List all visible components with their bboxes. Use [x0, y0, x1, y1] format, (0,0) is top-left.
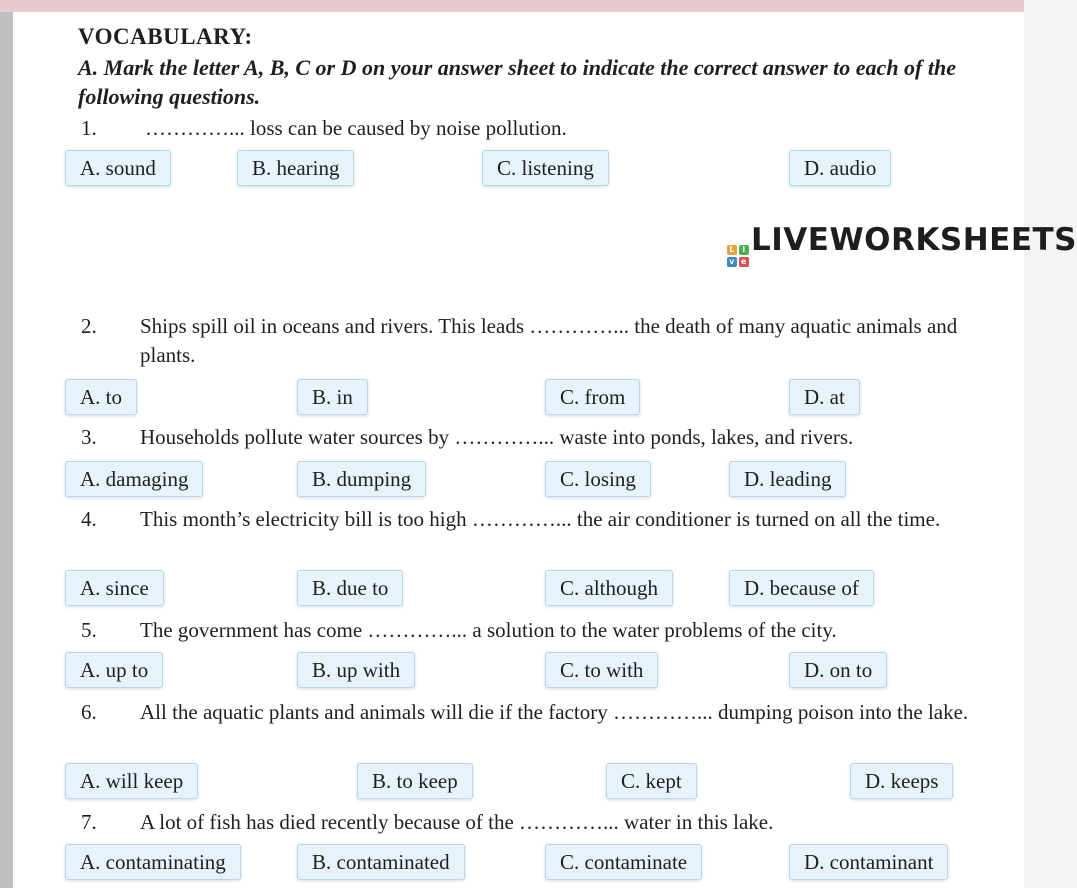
left-margin-bar [0, 12, 13, 888]
worksheet-page [13, 12, 1077, 888]
option-d[interactable]: D. because of [729, 570, 874, 606]
question-text: This month’s electricity bill is too high …………... the air conditioner is turned on all the time. [140, 507, 941, 531]
option-c[interactable]: C. from [545, 379, 640, 415]
option-d[interactable]: D. audio [789, 150, 891, 186]
option-b[interactable]: B. hearing [237, 150, 354, 186]
question-text: Households pollute water sources by …………... waste into ponds, lakes, and rivers. [140, 425, 854, 449]
option-b[interactable]: B. up with [297, 652, 415, 688]
option-c[interactable]: C. to with [545, 652, 658, 688]
question-number: 5. [81, 618, 97, 642]
question-text: Ships spill oil in oceans and rivers. This leads …………... the death of many aquatic animals and plants. [140, 314, 958, 367]
option-a[interactable]: A. to [65, 379, 137, 415]
option-a[interactable]: A. will keep [65, 763, 198, 799]
option-b[interactable]: B. contaminated [297, 844, 465, 880]
option-a[interactable]: A. up to [65, 652, 163, 688]
option-d[interactable]: D. on to [789, 652, 887, 688]
option-c[interactable]: C. although [545, 570, 673, 606]
option-c[interactable]: C. contaminate [545, 844, 702, 880]
question-number: 4. [81, 507, 97, 531]
option-a[interactable]: A. since [65, 570, 164, 606]
option-c[interactable]: C. kept [606, 763, 697, 799]
option-b[interactable]: B. in [297, 379, 368, 415]
question-number: 2. [81, 314, 97, 338]
option-d[interactable]: D. at [789, 379, 860, 415]
question-number: 6. [81, 700, 97, 724]
option-b[interactable]: B. to keep [357, 763, 473, 799]
option-b[interactable]: B. dumping [297, 461, 426, 497]
option-d[interactable]: D. contaminant [789, 844, 948, 880]
question-number: 7. [81, 810, 97, 834]
option-a[interactable]: A. sound [65, 150, 171, 186]
option-c[interactable]: C. listening [482, 150, 609, 186]
section-heading: VOCABULARY: [78, 24, 253, 49]
option-d[interactable]: D. keeps [850, 763, 953, 799]
question-number: 1. [81, 116, 97, 140]
question-text: All the aquatic plants and animals will die if the factory …………... dumping poison into the lake. [140, 700, 969, 724]
brand-name: LIVEWORKSHEETS [751, 222, 1077, 258]
question-text: The government has come …………... a solution to the water problems of the city. [140, 618, 837, 642]
option-a[interactable]: A. damaging [65, 461, 203, 497]
option-a[interactable]: A. contaminating [65, 844, 241, 880]
question-number: 3. [81, 425, 97, 449]
option-b[interactable]: B. due to [297, 570, 403, 606]
question-text: …………... loss can be caused by noise pollution. [145, 116, 567, 140]
instruction-text: A. Mark the letter A, B, C or D on your answer sheet to indicate the correct answer to each of the following questions. [78, 55, 956, 109]
question-text: A lot of fish has died recently because of the …………... water in this lake. [140, 810, 774, 834]
liveworksheets-logo-icon: L i v e [727, 245, 749, 267]
option-c[interactable]: C. losing [545, 461, 651, 497]
option-d[interactable]: D. leading [729, 461, 846, 497]
liveworksheets-logo [727, 222, 1077, 267]
